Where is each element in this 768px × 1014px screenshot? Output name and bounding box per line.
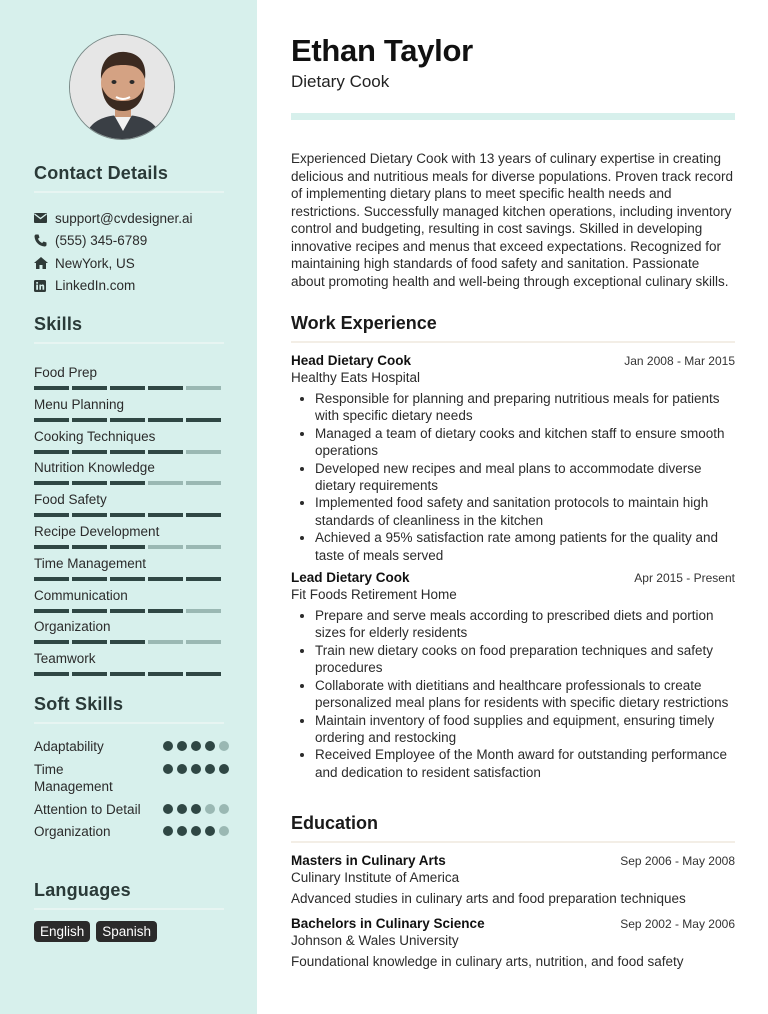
- skill-level-segment: [148, 386, 183, 390]
- skill-level-segment: [34, 450, 69, 454]
- soft-skill-rating: [163, 764, 229, 796]
- skill-level-segment: [34, 640, 69, 644]
- soft-skill-item: [34, 801, 229, 819]
- soft-skill-name: Adaptability: [34, 739, 104, 754]
- candidate-name: Ethan Taylor: [291, 33, 473, 68]
- rating-dot: [177, 741, 187, 751]
- soft-skills-heading: Soft Skills: [34, 694, 124, 714]
- skill-level-segment: [186, 672, 221, 676]
- rating-dot: [163, 764, 173, 774]
- soft-skill-name: Attention to Detail: [34, 801, 141, 817]
- job-title: Lead Dietary Cook: [291, 570, 410, 586]
- skill-level-bar: [34, 672, 229, 676]
- skill-level-segment: [72, 481, 107, 485]
- contact-email[interactable]: [34, 207, 229, 230]
- skill-level-segment: [34, 545, 69, 549]
- languages-heading: Languages: [34, 880, 131, 900]
- skill-name: Nutrition Knowledge: [34, 460, 155, 476]
- rating-dot: [219, 741, 229, 751]
- skill-level-bar: [34, 450, 229, 454]
- education-description: Foundational knowledge in culinary arts, nutrition, and food safety: [291, 954, 684, 969]
- rating-dot: [205, 826, 215, 836]
- skill-level-segment: [72, 418, 107, 422]
- education-date: Sep 2002 - May 2006: [620, 917, 735, 931]
- skill-level-segment: [72, 450, 107, 454]
- skill-level-segment: [72, 577, 107, 581]
- skill-level-segment: [186, 609, 221, 613]
- rating-dot: [163, 826, 173, 836]
- skill-level-segment: [110, 513, 145, 517]
- skill-item: [34, 522, 229, 554]
- job-bullet: • Collaborate with dietitians and healthcare professionals to create personalized meal plans for residents with specific dietary restrictions: [315, 677, 735, 712]
- education-heading: Education: [291, 813, 379, 833]
- contact-location-text: NewYork, US: [55, 255, 135, 271]
- job-date: Apr 2015 - Present: [634, 571, 735, 586]
- rating-dot: [163, 804, 173, 814]
- skill-level-segment: [110, 450, 145, 454]
- soft-skill-item: [34, 738, 229, 756]
- soft-skill-name: Time Management: [34, 761, 113, 794]
- job-bullet: • Achieved a 95% satisfaction rate among patients for the quality and taste of meals served: [315, 529, 735, 564]
- skills-list: [34, 363, 229, 681]
- rating-dot: [205, 741, 215, 751]
- rating-dot: [177, 826, 187, 836]
- skill-item: [34, 490, 229, 522]
- skill-level-segment: [34, 386, 69, 390]
- skill-level-segment: [186, 513, 221, 517]
- rating-dot: [163, 741, 173, 751]
- skill-level-segment: [148, 481, 183, 485]
- school-name: Johnson & Wales University: [291, 933, 459, 948]
- contact-section: [34, 163, 229, 297]
- skill-level-segment: [72, 386, 107, 390]
- skill-level-segment: [110, 386, 145, 390]
- degree-title: Masters in Culinary Arts: [291, 853, 446, 868]
- work-experience-section: [291, 313, 735, 781]
- rating-dot: [177, 804, 187, 814]
- education-date: Sep 2006 - May 2008: [620, 854, 735, 868]
- skill-level-segment: [72, 672, 107, 676]
- contact-linkedin[interactable]: [34, 275, 229, 298]
- skill-name: Time Management: [34, 555, 147, 571]
- job-bullet: • Implemented food safety and sanitation protocols to maintain high standards of cleanliness in the kitchen: [315, 494, 735, 529]
- skills-section: [34, 314, 229, 681]
- rating-dot: [191, 826, 201, 836]
- skill-level-bar: [34, 609, 229, 613]
- divider: [291, 841, 735, 843]
- skill-name: Cooking Techniques: [34, 428, 156, 444]
- skill-level-bar: [34, 481, 229, 485]
- skills-heading: Skills: [34, 314, 83, 334]
- sidebar: [0, 0, 257, 1014]
- skill-level-segment: [72, 609, 107, 613]
- work-heading: Work Experience: [291, 313, 437, 333]
- rating-dot: [191, 741, 201, 751]
- skill-level-segment: [72, 640, 107, 644]
- education-section: [291, 813, 735, 969]
- skill-level-segment: [186, 386, 221, 390]
- skill-level-segment: [110, 481, 145, 485]
- job-date: Jan 2008 - Mar 2015: [624, 354, 735, 368]
- contact-phone[interactable]: [34, 230, 229, 253]
- skill-item: [34, 586, 229, 618]
- skill-name: Food Safety: [34, 492, 107, 508]
- skill-level-segment: [186, 481, 221, 485]
- skill-level-segment: [34, 418, 69, 422]
- job-bullet: • Developed new recipes and meal plans to accommodate diverse dietary requirements: [315, 460, 735, 495]
- skill-level-segment: [148, 513, 183, 517]
- skill-name: Food Prep: [34, 365, 98, 380]
- contact-linkedin-text: LinkedIn.com: [55, 278, 136, 294]
- phone-icon: [34, 234, 55, 247]
- skill-item: [34, 395, 229, 427]
- skill-level-segment: [148, 609, 183, 613]
- skill-level-bar: [34, 640, 229, 644]
- skill-level-segment: [186, 545, 221, 549]
- rating-dot: [219, 826, 229, 836]
- rating-dot: [205, 804, 215, 814]
- job-organization: Healthy Eats Hospital: [291, 370, 421, 385]
- language-tag: English: [34, 921, 90, 942]
- soft-skill-item: [34, 761, 229, 796]
- rating-dot: [205, 764, 215, 774]
- education-description: Advanced studies in culinary arts and food preparation techniques: [291, 891, 686, 906]
- skill-level-segment: [110, 418, 145, 422]
- job-title: Head Dietary Cook: [291, 353, 412, 368]
- skill-level-bar: [34, 418, 229, 422]
- skill-level-segment: [148, 672, 183, 676]
- skill-level-segment: [148, 577, 183, 581]
- skill-level-segment: [34, 672, 69, 676]
- skill-name: Organization: [34, 619, 111, 635]
- soft-skills-section: [34, 694, 229, 841]
- skill-level-segment: [72, 545, 107, 549]
- contact-heading: Contact Details: [34, 163, 169, 183]
- divider: [34, 342, 224, 344]
- school-name: Culinary Institute of America: [291, 870, 460, 885]
- skill-level-segment: [110, 609, 145, 613]
- summary-text: Experienced Dietary Cook with 13 years of culinary expertise in creating delicious and nutritious meals for diverse populations. Proven track record of implementing dietary plans to meet specific health needs and restrictions. Successfully managed kitchen operations, including inventory control and budgeting, resulting in cost savings. Skilled in developing innovative recipes and menus that exceed expectations. Recognized for maintaining high standards of food safety and sanitation. Passionate about promoting health and well-being through exceptional culinary skills.: [291, 151, 733, 289]
- skill-item: [34, 363, 229, 395]
- soft-skills-list: [34, 738, 229, 841]
- degree-title: Bachelors in Culinary Science: [291, 916, 485, 931]
- skill-level-segment: [34, 481, 69, 485]
- skill-item: [34, 458, 229, 490]
- skill-level-segment: [110, 545, 145, 549]
- job-bullet: • Prepare and serve meals according to prescribed diets and portion sizes for elderly residents: [315, 607, 735, 642]
- rating-dot: [219, 804, 229, 814]
- skill-name: Recipe Development: [34, 523, 160, 539]
- job-bullet: • Managed a team of dietary cooks and kitchen staff to ensure smooth operations: [315, 425, 735, 460]
- job-bullet: • Responsible for planning and preparing nutritious meals for patients with specific dietary needs: [315, 390, 735, 425]
- divider: [34, 908, 224, 910]
- skill-level-segment: [186, 577, 221, 581]
- contact-email-text: support@cvdesigner.ai: [55, 210, 193, 226]
- accent-bar: [291, 113, 735, 120]
- home-icon: [34, 257, 55, 269]
- skill-level-segment: [34, 513, 69, 517]
- divider: [291, 341, 735, 343]
- rating-dot: [177, 764, 187, 774]
- skill-level-segment: [186, 640, 221, 644]
- contact-location: [34, 252, 229, 275]
- job-bullet: • Train new dietary cooks on food preparation techniques and safety procedures: [315, 642, 735, 677]
- skill-item: [34, 649, 229, 681]
- soft-skill-rating: [163, 804, 229, 819]
- rating-dot: [191, 764, 201, 774]
- skill-level-bar: [34, 577, 229, 581]
- skill-level-segment: [186, 418, 221, 422]
- job-bullet: • Received Employee of the Month award for outstanding performance and dedication to resident satisfaction: [315, 746, 735, 781]
- languages-section: [34, 880, 229, 942]
- education-entry: [291, 916, 735, 969]
- job-bullet: • Maintain inventory of food supplies and equipment, ensuring timely ordering and restocking: [315, 712, 735, 747]
- divider: [34, 722, 224, 724]
- rating-dot: [191, 804, 201, 814]
- skill-level-bar: [34, 513, 229, 517]
- skill-name: Menu Planning: [34, 396, 125, 412]
- soft-skill-rating: [163, 741, 229, 756]
- language-tag: Spanish: [96, 921, 157, 942]
- skill-level-segment: [34, 609, 69, 613]
- skill-item: [34, 617, 229, 649]
- skill-level-bar: [34, 386, 229, 390]
- skill-item: [34, 427, 229, 459]
- profile-photo: [69, 34, 175, 140]
- skill-level-segment: [34, 577, 69, 581]
- divider: [34, 191, 224, 193]
- candidate-role: Dietary Cook: [291, 72, 390, 91]
- envelope-icon: [34, 213, 55, 223]
- soft-skill-name: Organization: [34, 824, 111, 839]
- skill-level-segment: [110, 577, 145, 581]
- skill-level-segment: [148, 418, 183, 422]
- skill-level-segment: [110, 640, 145, 644]
- soft-skill-item: [34, 823, 229, 841]
- job-entry: [291, 570, 735, 781]
- skill-name: Communication: [34, 587, 128, 603]
- skill-level-bar: [34, 545, 229, 549]
- job-organization: Fit Foods Retirement Home: [291, 587, 457, 603]
- skill-level-segment: [148, 450, 183, 454]
- rating-dot: [219, 764, 229, 774]
- skill-level-segment: [148, 545, 183, 549]
- soft-skill-rating: [163, 826, 229, 841]
- skill-level-segment: [72, 513, 107, 517]
- contact-phone-text: (555) 345-6789: [55, 233, 148, 249]
- linkedin-icon: [34, 280, 55, 292]
- skill-level-segment: [110, 672, 145, 676]
- skill-name: Teamwork: [34, 651, 96, 667]
- job-entry: [291, 353, 735, 564]
- education-entry: [291, 853, 735, 906]
- skill-level-segment: [186, 450, 221, 454]
- skill-item: [34, 554, 229, 586]
- skill-level-segment: [148, 640, 183, 644]
